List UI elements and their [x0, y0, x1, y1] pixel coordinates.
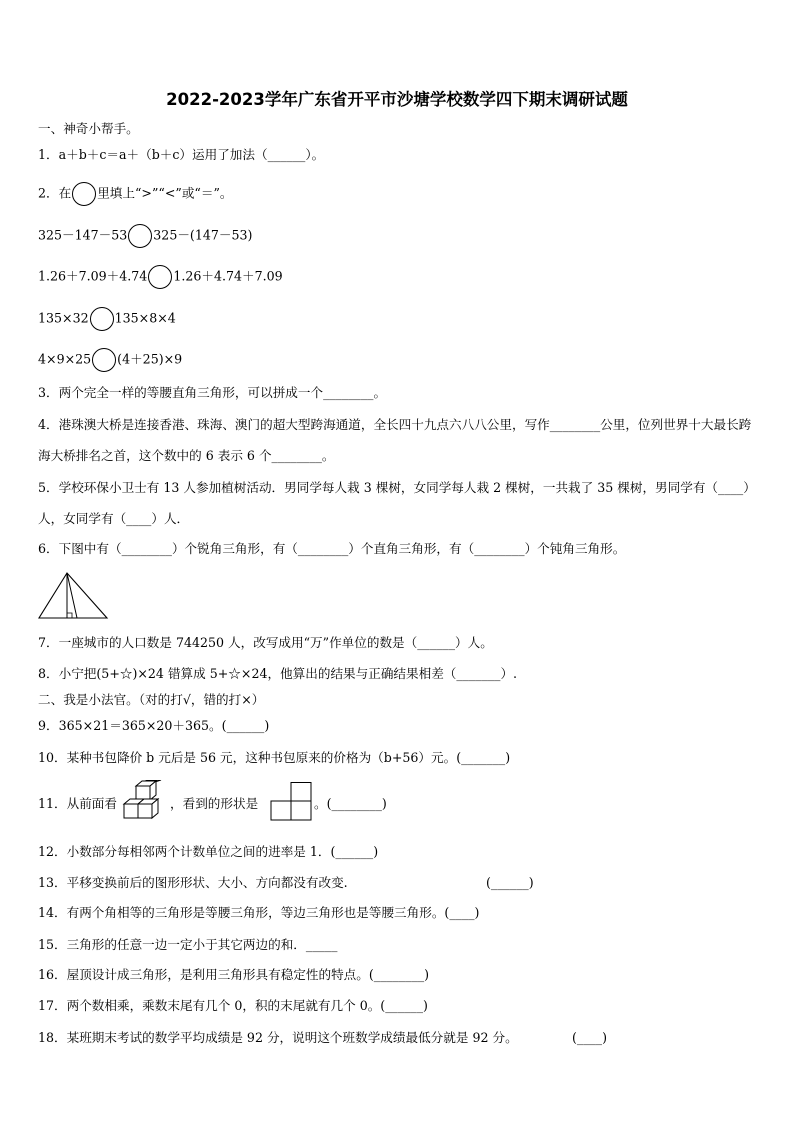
question-11-blank: 。(________) — [314, 796, 387, 811]
triangle-outline — [39, 573, 107, 618]
question-10: 10．某种书包降价 b 元后是 56 元，这种书包原来的价格为（b+56）元。(_______) — [38, 750, 511, 765]
compare-answer-circle[interactable] — [90, 307, 114, 331]
question-18: 18．某班期末考试的数学平均成绩是 92 分，说明这个班数学成绩最低分就是 92 分。 — [38, 1030, 518, 1045]
question-11-middle: ，看到的形状是 — [170, 796, 259, 811]
compare-left: 1.26＋7.09＋4.74 — [38, 268, 148, 284]
compare-circle-icon — [72, 182, 96, 206]
compare-row — [38, 224, 252, 248]
front-view-shape-icon — [270, 782, 314, 822]
compare-answer-circle[interactable] — [148, 265, 172, 289]
compare-row — [38, 348, 182, 372]
question-13-blank: (______) — [486, 875, 534, 890]
section-heading-1: 一、神奇小帮手。 — [38, 121, 139, 136]
compare-right: 1.26＋4.74＋7.09 — [173, 268, 283, 284]
question-8: 8．小宁把(5+☆)×24 错算成 5+☆×24，他算出的结果与正确结果相差（_______）. — [38, 666, 518, 681]
question-11 — [38, 796, 117, 812]
question-5: 5．学校环保小卫士有 13 人参加植树活动．男同学每人栽 3 棵树，女同学每人栽 2 棵树，一共栽了 35 棵树，男同学有（____）人，女同学有（____）人． — [38, 480, 756, 526]
cube-stack-icon — [122, 780, 164, 824]
compare-answer-circle[interactable] — [128, 224, 152, 248]
compare-left: 4×9×25 — [38, 351, 92, 367]
question-4: 4．港珠澳大桥是连接香港、珠海、澳门的超大型跨海通道，全长四十九点六八八公里，写作________公里，位列世界十大最长跨海大桥排名之首，这个数中的 6 表示 6 个________。 — [38, 417, 752, 463]
question-6: 6．下图中有（________）个锐角三角形，有（________）个直角三角形，有（________）个钝角三角形。 — [38, 541, 626, 556]
right-angle-mark — [67, 613, 72, 618]
compare-right: (4＋25)×9 — [117, 351, 183, 367]
compare-row — [38, 265, 283, 289]
page-title: 2022-2023学年广东省开平市沙塘学校数学四下期末调研试题 — [166, 90, 628, 109]
question-18-blank: (____) — [572, 1030, 608, 1045]
compare-answer-circle[interactable] — [92, 348, 116, 372]
question-12: 12．小数部分每相邻两个计数单位之间的进率是 1．(______) — [38, 844, 379, 859]
compare-right: 325－(147－53) — [153, 227, 253, 243]
question-14: 14．有两个角相等的三角形是等腰三角形，等边三角形也是等腰三角形。(____) — [38, 905, 480, 920]
question-15: 15．三角形的任意一边一定小于其它两边的和．_____ — [38, 937, 338, 952]
question-2-suffix: 里填上“>”“<”或“＝”。 — [97, 185, 233, 201]
question-7: 7．一座城市的人口数是 744250 人，改写成用“万”作单位的数是（______）人。 — [38, 635, 493, 650]
section-heading-2: 二、我是小法官。（对的打√，错的打×） — [38, 692, 265, 707]
compare-left: 135×32 — [38, 310, 89, 326]
compare-left: 325－147－53 — [38, 227, 128, 243]
question-17: 17．两个数相乘，乘数末尾有几个 0，积的末尾就有几个 0。(______) — [38, 998, 428, 1013]
question-13: 13．平移变换前后的图形形状、大小、方向都没有改变. — [38, 875, 348, 890]
question-2 — [38, 182, 233, 206]
question-3: 3．两个完全一样的等腰直角三角形，可以拼成一个________。 — [38, 385, 387, 400]
question-16: 16．屋顶设计成三角形，是利用三角形具有稳定性的特点。(________) — [38, 967, 430, 982]
compare-row — [38, 307, 176, 331]
triangle-inner-line — [67, 573, 77, 618]
compare-right: 135×8×4 — [114, 310, 176, 326]
question-11-prefix: 11．从前面看 — [38, 796, 117, 811]
question-9: 9．365×21＝365×20＋365。(______) — [38, 718, 270, 733]
question-2-prefix: 2．在 — [38, 185, 72, 201]
triangle-figure — [37, 570, 111, 622]
question-1: 1．a＋b＋c＝a＋（b＋c）运用了加法（______）。 — [38, 147, 325, 162]
